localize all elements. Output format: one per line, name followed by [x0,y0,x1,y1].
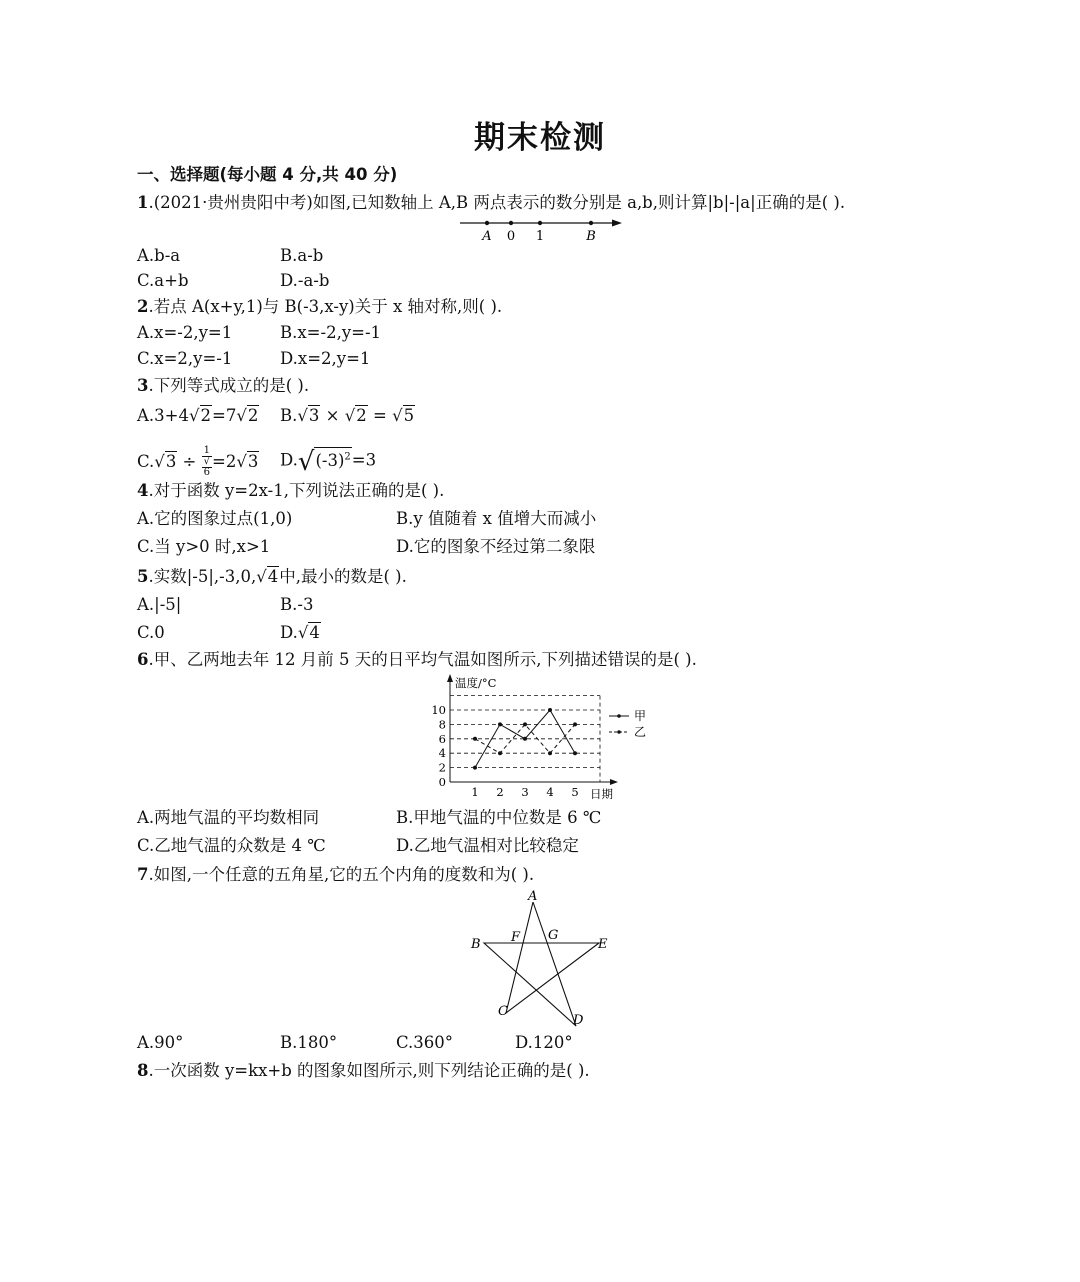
options-row [137,445,377,478]
data-point [498,751,502,755]
vertex-label-g: G [548,928,559,943]
question-text: .实数|-5|,-3,0, [148,567,257,586]
radicand: 3 [247,451,259,471]
y-axis-label: 温度/°C [455,676,497,690]
option-b: B.a-b [280,246,324,265]
option-b: B.x=-2,y=-1 [280,323,382,342]
options-row [137,270,330,292]
y-tick-label: 10 [431,703,446,717]
temperature-line-chart [425,672,655,804]
y-tick-label: 0 [438,775,446,789]
option-d: D.x=2,y=1 [280,349,371,368]
options-row [137,622,320,644]
question-4 [137,480,444,502]
options-row [137,835,579,857]
y-tick-label: 2 [438,760,446,775]
data-point [573,751,577,755]
point-0 [509,221,513,225]
option-c: C.乙地气温的众数是 4 ℃ [137,836,326,855]
option-a: A.它的图象过点(1,0) [137,509,293,528]
option-a-prefix: A.3+4 [137,406,189,425]
option-a [137,405,259,425]
sqrt-expression: √2 [344,406,367,425]
vertex-label-c: C [498,1004,508,1019]
legend [609,709,646,739]
radicand: 2 [247,406,259,425]
vertex-label-d: D [573,1013,584,1028]
option-b: B.甲地气温的中位数是 6 ℃ [396,808,602,827]
x-axis-arrow-icon [610,779,618,785]
denominator: √ 6 [203,456,211,478]
data-point [473,766,477,770]
sqrt-expression: √3 [297,406,320,425]
arrow-icon [612,220,622,227]
question-text: .如图,一个任意的五角星,它的五个内角的度数和为( ). [148,865,535,884]
question-number: 2 [137,297,149,316]
radicand-base: (-3) [315,450,345,470]
data-point [523,737,527,741]
radicand: 3 [308,406,320,425]
question-text-end: 中,最小的数是( ). [279,567,407,586]
vertex-label-a: A [528,889,538,904]
radicand: 3 [165,451,177,471]
sqrt-expression: √3 [236,451,259,471]
option-b: B.180° [280,1033,338,1052]
option-b-prefix: B. [280,406,298,425]
y-axis-arrow-icon [447,674,453,682]
y-tick-label: 8 [438,717,446,732]
question-2 [137,296,502,318]
question-text: .若点 A(x+y,1)与 B(-3,x-y)关于 x 轴对称,则( ). [148,297,503,316]
radicand: 2 [356,406,367,425]
question-text: .一次函数 y=kx+b 的图象如图所示,则下列结论正确的是( ). [148,1061,590,1080]
radicand: 2 [200,406,211,425]
options-row [137,536,596,558]
option-a: A.90° [137,1033,184,1052]
option-d-prefix: D. [280,623,298,642]
option-d [280,446,377,477]
radicand: 4 [309,623,320,642]
question-6 [137,649,697,671]
option-c: C.a+b [137,271,189,290]
data-point [573,722,577,726]
x-axis-label: 日期 [590,787,613,801]
question-5 [137,566,407,588]
options-row [137,322,382,344]
question-number: 7 [137,865,149,884]
option-a-mid: =7 [212,406,237,425]
option-c: C.x=2,y=-1 [137,349,233,368]
option-d: D.-a-b [280,271,330,290]
legend-marker-yi [617,730,621,734]
axis-label-a: A [482,229,492,244]
question-number: 6 [137,650,149,669]
sqrt-expression: √4 [297,623,320,642]
radicand: 4 [267,567,279,586]
data-point [548,751,552,755]
option-d-eq: =3 [351,450,377,470]
legend-label-yi: 乙 [634,725,647,739]
vertex-label-b: B [471,937,481,952]
divide-sign: ÷ [177,451,202,471]
option-d-prefix: D. [280,450,298,470]
sqrt-expression: √3 [154,451,177,471]
exponent: 2 [344,451,351,462]
vertex-label-f: F [511,930,521,945]
sqrt-expression: √2 [188,406,211,425]
times-sign: × [320,406,345,425]
option-a: A.两地气温的平均数相同 [137,808,320,827]
question-8 [137,1060,590,1082]
question-number: 3 [137,376,149,395]
sqrt-expression: √5 [392,406,415,425]
options-row [137,245,324,267]
option-a: A.x=-2,y=1 [137,323,233,342]
fraction [202,446,212,478]
axis-label-1: 1 [535,229,545,244]
y-tick-label: 4 [438,746,446,761]
option-c-prefix: C. [137,451,155,471]
question-number: 5 [137,567,149,586]
options-row [137,405,415,427]
radicand [314,447,351,470]
legend-label-jia: 甲 [634,709,647,723]
x-tick-label: 2 [496,785,504,799]
question-text: .下列等式成立的是( ). [148,376,310,395]
x-tick-label: 4 [546,785,554,799]
sqrt-expression: √2 [236,406,259,425]
options-row [137,348,371,370]
option-d: D.120° [515,1033,573,1052]
numerator: 1 [203,445,211,456]
option-d: D.它的图象不经过第二象限 [396,537,596,556]
question-number: 8 [137,1061,149,1080]
option-c-eq: =2 [212,451,237,471]
option-d [280,622,321,644]
option-a: A.|-5| [137,595,182,614]
point-1 [538,221,542,225]
options-row [137,1032,573,1054]
x-tick-labels [471,785,578,799]
options-row [137,807,602,829]
radicand: 5 [403,406,415,425]
option-c: C.360° [396,1033,454,1052]
radicand: 6 [203,467,211,478]
option-c [137,445,259,478]
equals-sign: = [367,406,393,425]
y-tick-label: 6 [438,731,446,746]
vertex-label-e: E [598,937,608,952]
option-c: C.当 y>0 时,x>1 [137,537,271,556]
option-a: A.b-a [137,246,181,265]
question-number: 4 [137,481,149,500]
number-line-figure [455,212,625,244]
option-b: B.y 值随着 x 值增大而减小 [396,509,597,528]
question-number: 1 [137,193,149,212]
y-tick-labels [431,703,446,789]
data-point [473,737,477,741]
question-text: .对于函数 y=2x-1,下列说法正确的是( ). [148,481,445,500]
options-row [137,594,314,616]
options-row [137,508,597,530]
point-b [589,221,593,225]
page-title: 期末检测 [474,120,606,156]
pentagram-figure [462,886,622,1032]
point-a [485,221,489,225]
axis-label-0: 0 [506,229,516,244]
data-point [548,708,552,712]
legend-marker-jia [617,714,621,718]
option-b: B.-3 [280,595,314,614]
question-text: .(2021·贵州贵阳中考)如图,已知数轴上 A,B 两点表示的数分别是 a,b,则计算|b|-|a|正确的是( ). [148,193,846,212]
data-point [498,722,502,726]
axis-label-b: B [586,229,596,244]
option-b [280,405,415,427]
x-tick-label: 3 [521,785,529,799]
question-7 [137,864,534,886]
question-text: .甲、乙两地去年 12 月前 5 天的日平均气温如图所示,下列描述错误的是( ). [148,650,697,669]
x-tick-label: 1 [471,785,479,799]
x-tick-label: 5 [571,785,579,799]
option-d: D.乙地气温相对比较稳定 [396,836,579,855]
sqrt-expression: $√(-3)^2$ [297,446,351,477]
question-3 [137,375,309,397]
sqrt-expression: √4 [256,567,279,586]
option-c: C.0 [137,623,165,642]
section-heading: 一、选择题(每小题 4 分,共 40 分) [137,165,398,184]
data-point [523,722,527,726]
question-1 [137,192,845,214]
